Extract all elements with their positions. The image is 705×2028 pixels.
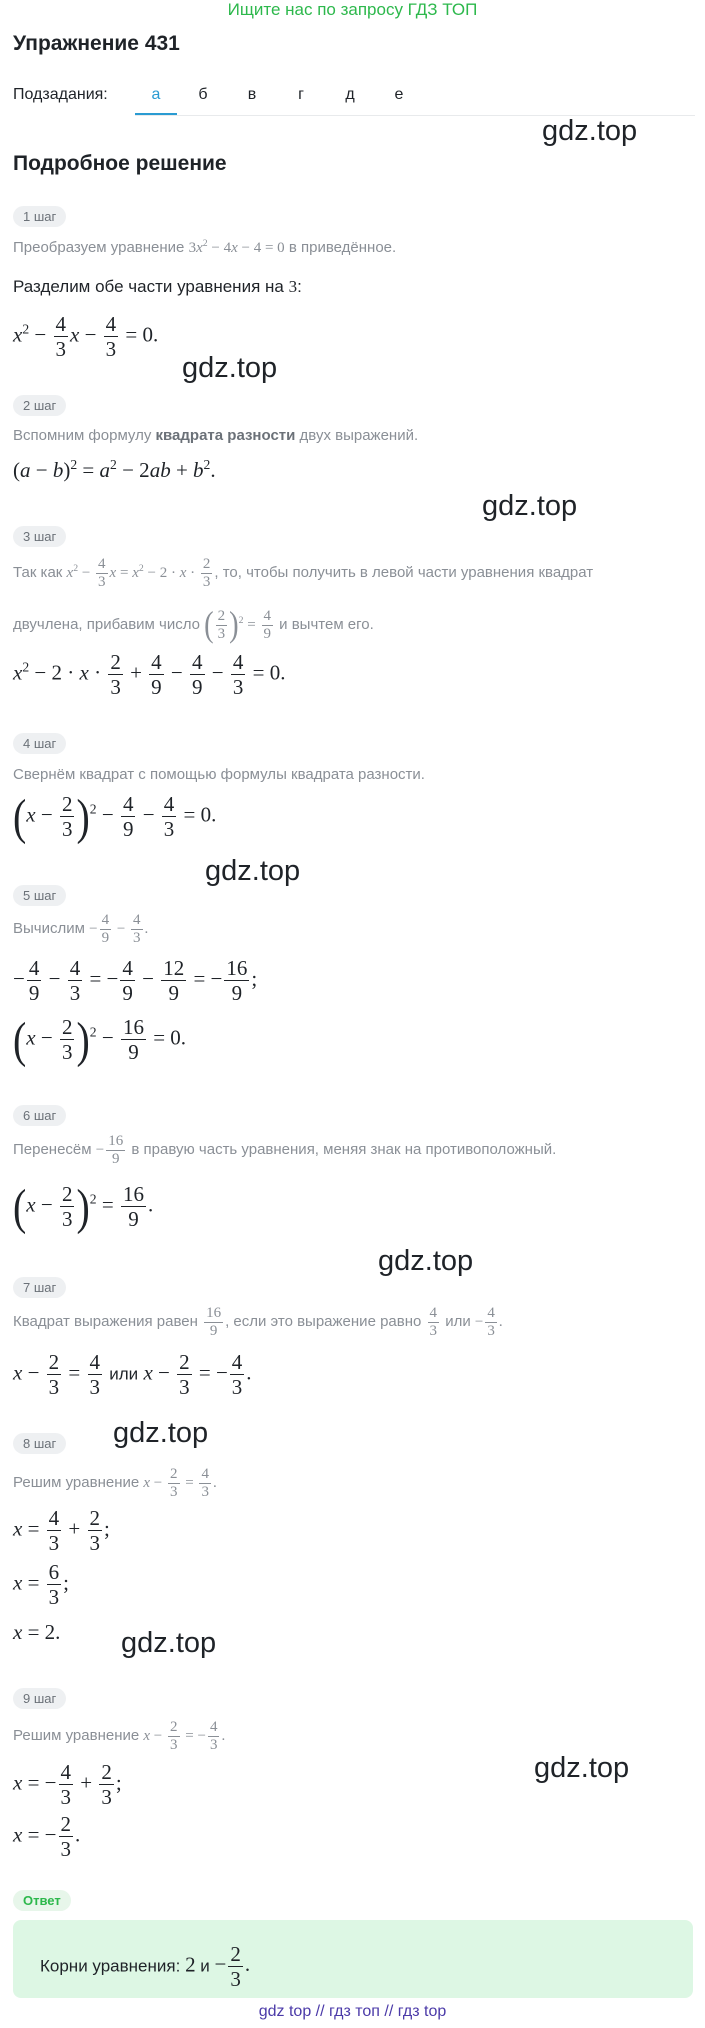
step-badge: 6 шаг: [13, 1105, 66, 1126]
tab-d[interactable]: д: [345, 86, 355, 103]
tab-v[interactable]: в: [247, 86, 257, 103]
watermark: gdz.top: [121, 1627, 217, 1659]
formula: − $\frac{4}{9}$ − $\frac{4}{3}$ = − $\frac{4}{9}$ − $\frac{12}{9}$ = − $\frac{16}{9}$ ;: [13, 956, 258, 1006]
tab-b[interactable]: б: [198, 86, 208, 103]
step-note: Квадрат выражения равен $\frac{16}{9}$ , если это выражение равно $\frac{4}{3}$ или − $\frac{4}{3}$ .: [13, 1305, 503, 1340]
watermark: gdz.top: [205, 855, 301, 887]
step-note: Перенесём − $\frac{16}{9}$ в правую часть уравнения, меняя знак на противоположный.: [13, 1133, 557, 1168]
formula: x − $\frac{2}{3}$ = $\frac{4}{3}$ .: [143, 1466, 217, 1501]
formula: x = − $\frac{2}{3}$ .: [13, 1812, 81, 1862]
step-note: Вспомним формулу квадрата разности двух выражений.: [13, 427, 419, 444]
step-note: Вычислим − $\frac{4}{9}$ − $\frac{4}{3}$ .: [13, 912, 149, 947]
formula: (x − $\frac{2}{3}$ )$^2$ − $\frac{4}{9}$ − $\frac{4}{3}$ = 0.: [13, 787, 217, 845]
answer-text: Корни уравнения: 2 и − $\frac{2}{3}$ .: [40, 1942, 251, 1992]
step-badge: 5 шаг: [13, 885, 66, 906]
formula: − $\frac{16}{9}$: [95, 1133, 124, 1168]
formula: x − $\frac{2}{3}$ = − $\frac{4}{3}$ .: [143, 1719, 226, 1754]
page-title: Упражнение 431: [13, 32, 180, 55]
formula: − $\frac{4}{9}$ − $\frac{4}{3}$ .: [89, 912, 149, 947]
section-title: Подробное решение: [13, 152, 227, 175]
formula: x = − $\frac{4}{3}$ + $\frac{2}{3}$ ;: [13, 1760, 122, 1810]
formula: x = $\frac{6}{3}$ ;: [13, 1560, 70, 1610]
footer-link[interactable]: gdz top: [258, 2003, 312, 2020]
formula: x = $\frac{4}{3}$ + $\frac{2}{3}$ ;: [13, 1506, 110, 1556]
tab-a[interactable]: а: [151, 86, 161, 103]
step-note: двучлена, прибавим число ( $\frac{2}{3}$ )$^2$ = $\frac{4}{9}$ и вычтем его.: [13, 605, 374, 645]
watermark: gdz.top: [534, 1752, 630, 1784]
watermark: gdz.top: [113, 1417, 209, 1449]
step-badge: 2 шаг: [13, 395, 66, 416]
step-note: Решим уравнение x − $\frac{2}{3}$ = $\frac{4}{3}$ .: [13, 1466, 217, 1501]
watermark: gdz.top: [182, 352, 278, 384]
formula: $x^2$ − $\frac{4}{3}$ $x = x^2 - 2 \cdot x$ · $\frac{2}{3}$: [66, 556, 211, 591]
formula: − $\frac{4}{3}$ .: [474, 1305, 503, 1340]
footer-link[interactable]: гдз top: [397, 2003, 447, 2020]
formula: $\frac{4}{3}$: [429, 1305, 438, 1340]
step-note: Так как $x^2$ − $\frac{4}{3}$ $x = x^2 - 2 \cdot x$ · $\frac{2}{3}$ , то, чтобы получить в левой части уравнения квадрат: [13, 556, 594, 591]
footer-link[interactable]: гдз топ: [329, 2003, 380, 2020]
step-badge: 8 шаг: [13, 1433, 66, 1454]
watermark: gdz.top: [482, 490, 578, 522]
watermark: gdz.top: [542, 115, 638, 147]
formula: ( $\frac{2}{3}$ )$^2$ = $\frac{4}{9}$: [204, 605, 271, 645]
formula: x = 2.: [13, 1620, 61, 1644]
formula: $(a - b)^2 = a^2 - 2ab + b^2$.: [13, 457, 216, 482]
tab-g[interactable]: г: [298, 86, 304, 103]
answer-badge: Ответ: [13, 1890, 71, 1911]
step-note: Решим уравнение x − $\frac{2}{3}$ = − $\frac{4}{3}$ .: [13, 1719, 226, 1754]
tab-e[interactable]: е: [394, 86, 404, 103]
step-badge: 4 шаг: [13, 733, 66, 754]
formula: $3x^2 - 4x - 4 = 0$: [188, 238, 285, 256]
step-badge: 9 шаг: [13, 1688, 66, 1709]
formula: (x − $\frac{2}{3}$ )$^2$ − $\frac{16}{9}$ = 0.: [13, 1010, 187, 1068]
formula: $x^2$ − $\frac{4}{3}$ x − $\frac{4}{3}$ = 0.: [13, 312, 159, 362]
step-badge: 3 шаг: [13, 526, 66, 547]
step-note: Свернём квадрат с помощью формулы квадрата разности.: [13, 766, 425, 783]
formula: $x^2 - 2 \cdot x$ · $\frac{2}{3}$ + $\frac{4}{9}$ − $\frac{4}{9}$ − $\frac{4}{3}$ = 0.: [13, 650, 286, 700]
subtasks-label: Подзадания:: [13, 86, 108, 103]
formula: $\frac{16}{9}$: [206, 1305, 222, 1340]
step-badge: 1 шаг: [13, 206, 66, 227]
watermark: gdz.top: [378, 1245, 474, 1277]
footer-links: gdz top // гдз топ // гдз top: [258, 2003, 447, 2020]
step-text: Разделим обе части уравнения на 3:: [13, 277, 302, 296]
step-badge: 7 шаг: [13, 1277, 66, 1298]
formula: (x − $\frac{2}{3}$ )$^2$ = $\frac{16}{9}$ .: [13, 1177, 154, 1235]
formula: x − $\frac{2}{3}$ = $\frac{4}{3}$ или x − $\frac{2}{3}$ = − $\frac{4}{3}$ .: [13, 1350, 252, 1400]
search-banner: Ищите нас по запросу ГДЗ ТОП: [227, 0, 478, 19]
active-tab-indicator: [135, 113, 177, 115]
step-note: Преобразуем уравнение $3x^2 - 4x - 4 = 0$ в приведённое.: [13, 238, 397, 256]
